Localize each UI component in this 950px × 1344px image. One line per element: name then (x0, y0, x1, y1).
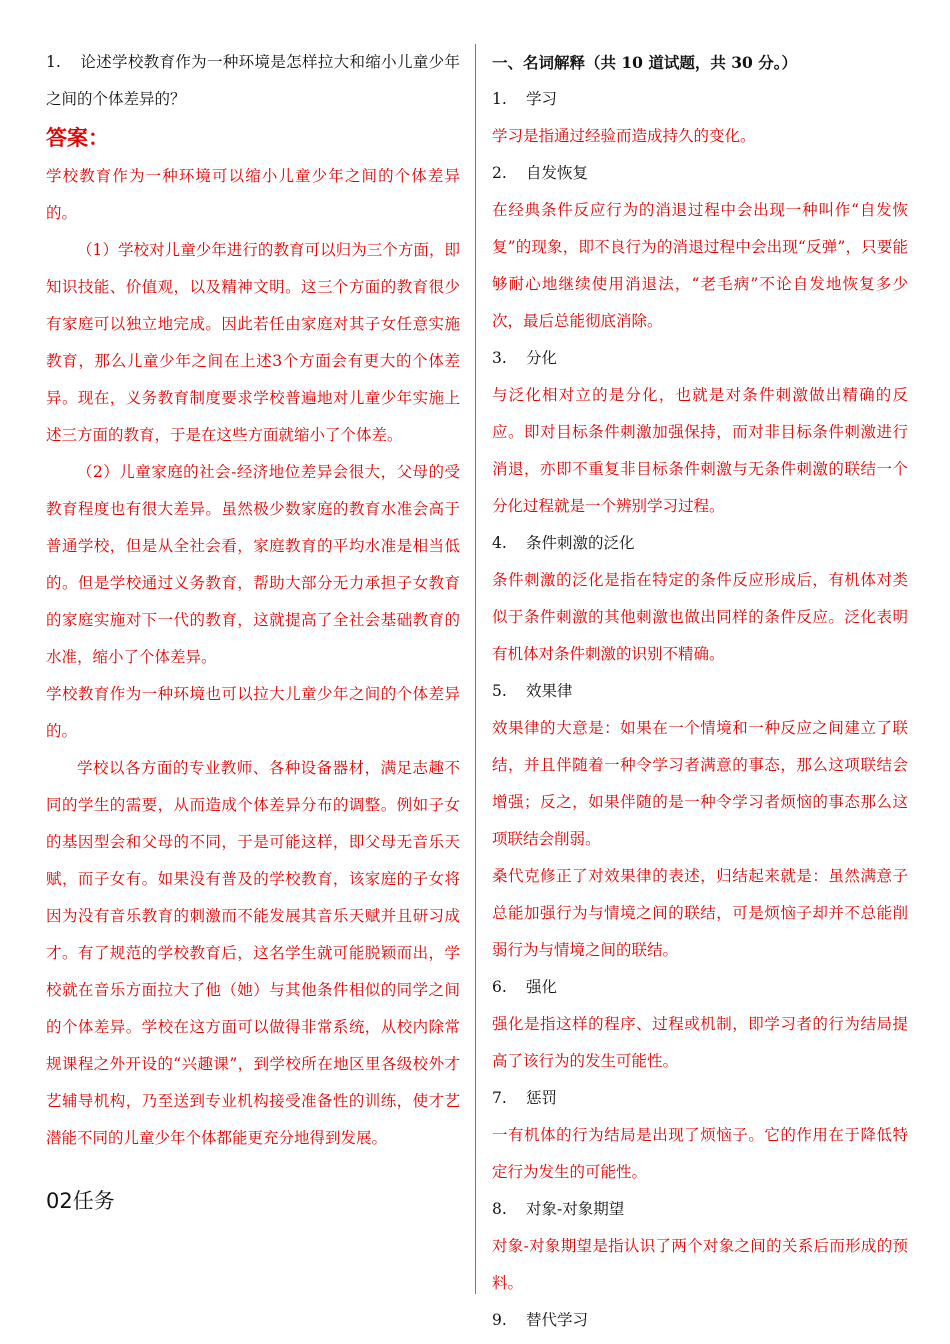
term-definition: 学习是指通过经验而造成持久的变化。 (492, 127, 756, 145)
term-word: 条件刺激的泛化 (526, 534, 635, 552)
term-definition: 一有机体的行为结局是出现了烦恼子。它的作用在于降低特定行为发生的可能性。 (492, 1126, 908, 1181)
term-item-1 (492, 81, 908, 118)
term-number: 1. (492, 90, 507, 108)
left-column (46, 44, 460, 1221)
term-definition: 条件刺激的泛化是指在特定的条件反应形成后，有机体对类似于条件刺激的其他刺激也做出同样的条件反应。泛化表明有机体对条件刺激的识别不精确。 (492, 571, 908, 663)
question-text: 论述学校教育作为一种环境是怎样拉大和缩小儿童少年之间的个体差异的？ (46, 53, 460, 108)
term-item-8 (492, 1191, 908, 1228)
term-item-2 (492, 155, 908, 192)
term-list (492, 81, 908, 1339)
term-word: 自发恢复 (526, 164, 589, 182)
term-definition: 与泛化相对立的是分化，也就是对条件刺激做出精确的反应。即对目标条件刺激加强保持，而对非目标条件刺激进行消退，亦即不重复非目标条件刺激与无条件刺激的联结一个分化过程就是一个辨别学习过程。 (492, 386, 908, 515)
right-column (492, 44, 908, 1339)
term-item-7 (492, 1080, 908, 1117)
term-definition: 在经典条件反应行为的消退过程中会出现一种叫作“自发恢复”的现象，即不良行为的消退过程中会出现“反弹”，只要能够耐心地继续使用消退法，“老毛病”不论自发地恢复多少次，最后总能彻底消除。 (492, 201, 908, 330)
question-1 (46, 44, 460, 118)
answer-paragraph-3: （2）儿童家庭的社会-经济地位差异会很大，父母的受教育程度也有很大差异。虽然极少数家庭的教育水准会高于普通学校，但是从全社会看，家庭教育的平均水准是相当低的。但是学校通过义务教育，帮助大部分无力承担子女教育的家庭实施对下一代的教育，这就提高了全社会基础教育的水准，缩小了个体差异。 (46, 463, 460, 666)
term-definition: 强化是指这样的程序、过程或机制，即学习者的行为结局提高了该行为的发生可能性。 (492, 1015, 908, 1070)
term-item-9 (492, 1302, 908, 1339)
term-item-6 (492, 969, 908, 1006)
term-number: 4. (492, 534, 507, 552)
term-number: 6. (492, 978, 507, 996)
term-number: 5. (492, 682, 507, 700)
term-number: 8. (492, 1200, 507, 1218)
section-title: 一、名词解释（共 10 道试题，共 30 分。） (492, 53, 797, 72)
answer-label: 答案： (46, 126, 109, 150)
answer-paragraph-2: （1）学校对儿童少年进行的教育可以归为三个方面，即知识技能、价值观，以及精神文明。这三个方面的教育很少有家庭可以独立地完成。因此若任由家庭对其子女任意实施教育，那么儿童少年之间在上述3个方面会有更大的个体差异。现在，义务教育制度要求学校普遍地对儿童少年实施上述三方面的教育，于是在这些方面就缩小了个体差。 (46, 241, 460, 444)
term-word: 替代学习 (526, 1311, 589, 1329)
answer-paragraph-1: 学校教育作为一种环境可以缩小儿童少年之间的个体差异的。 (46, 167, 460, 222)
term-definition: 效果律的大意是：如果在一个情境和一种反应之间建立了联结，并且伴随着一种令学习者满意的事态，那么这项联结会增强；反之，如果伴随的是一种令学习者烦恼的事态那么这项联结会削弱。 (492, 719, 908, 848)
term-word: 学习 (526, 90, 558, 108)
column-divider (475, 44, 476, 1294)
term-word: 强化 (526, 978, 558, 996)
term-number: 7. (492, 1089, 507, 1107)
term-definition: 对象-对象期望是指认识了两个对象之间的关系后而形成的预料。 (492, 1237, 908, 1292)
term-item-3 (492, 340, 908, 377)
term-item-5 (492, 673, 908, 710)
question-number: 1. (46, 53, 61, 71)
term-definition: 桑代克修正了对效果律的表述，归结起来就是：虽然满意子总能加强行为与情境之间的联结，可是烦恼子却并不总能削弱行为与情境之间的联结。 (492, 867, 908, 959)
term-word: 效果律 (526, 682, 573, 700)
term-number: 3. (492, 349, 507, 367)
term-word: 分化 (526, 349, 558, 367)
term-word: 惩罚 (526, 1089, 558, 1107)
term-item-4 (492, 525, 908, 562)
answer-paragraph-5: 学校以各方面的专业教师、各种设备器材，满足志趣不同的学生的需要，从而造成个体差异分布的调整。例如子女的基因型会和父母的不同，于是可能这样，即父母无音乐天赋，而子女有。如果没有普及的学校教育，该家庭的子女将因为没有音乐教育的刺激而不能发展其音乐天赋并且研习成才。有了规范的学校教育后，这名学生就可能脱颖而出，学校就在音乐方面拉大了他（她）与其他条件相似的同学之间的个体差异。学校在这方面可以做得非常系统，从校内除常规课程之外开设的“兴趣课”，到学校所在地区里各级校外才艺辅导机构，乃至送到专业机构接受准备性的训练，使才艺潜能不同的儿童少年个体都能更充分地得到发展。 (46, 759, 460, 1147)
term-number: 2. (492, 164, 507, 182)
term-number: 9. (492, 1311, 507, 1329)
task-heading: 02任务 (46, 1189, 115, 1213)
term-word: 对象-对象期望 (526, 1200, 625, 1218)
answer-paragraph-4: 学校教育作为一种环境也可以拉大儿童少年之间的个体差异的。 (46, 685, 460, 740)
